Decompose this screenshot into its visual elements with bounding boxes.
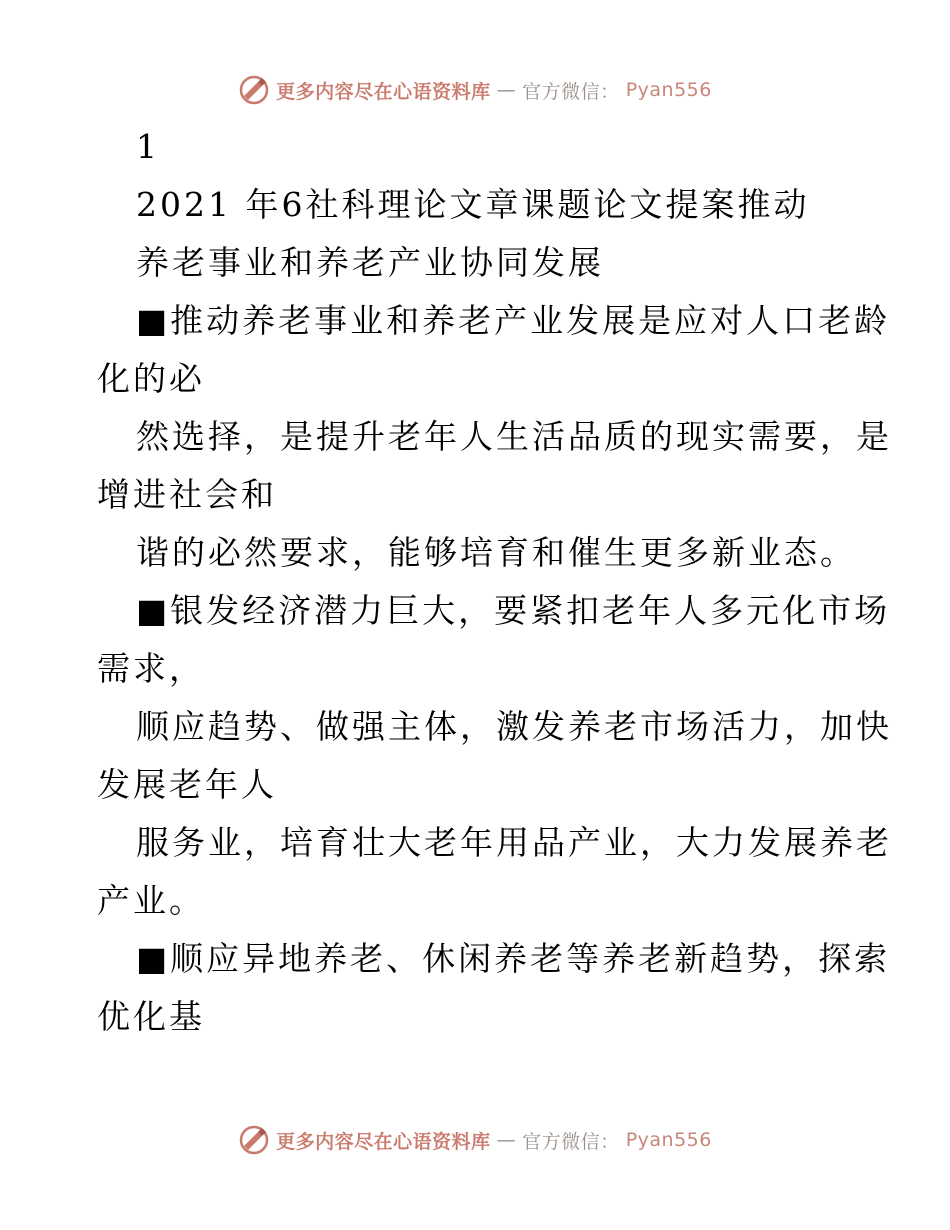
document-line: 增进社会和 [97, 475, 277, 514]
document-line: ■顺应异地养老、休闲养老等养老新趋势，探索 [136, 939, 891, 978]
header-watermark [0, 70, 950, 110]
document-line: 顺应趋势、做强主体，激发养老市场活力，加快 [136, 707, 892, 746]
document-line: 谐的必然要求，能够培育和催生更多新业态。 [136, 533, 856, 572]
document-line: 然选择，是提升老年人生活品质的现实需要，是 [136, 417, 892, 456]
document-line: 1 [136, 127, 160, 166]
watermark-separator: — [496, 1129, 517, 1151]
watermark-separator: — [496, 79, 517, 101]
watermark-official-label: 官方微信： [522, 1130, 620, 1153]
document-body [0, 118, 950, 1046]
pen-logo-icon [238, 74, 270, 106]
document-title-line: 2021 年6社科理论文章课题论文提案推动 [136, 185, 810, 224]
document-line: 产业。 [97, 881, 205, 920]
document-line: 发展老年人 [97, 765, 277, 804]
pen-logo-icon [238, 1124, 270, 1156]
watermark-site-name: 更多内容尽在心语资料库 [276, 80, 491, 103]
watermark-wechat-id: Pyan556 [625, 1129, 712, 1151]
watermark-official-label: 官方微信： [522, 80, 620, 103]
watermark-site-name: 更多内容尽在心语资料库 [276, 1130, 491, 1153]
document-line: 服务业，培育壮大老年用品产业，大力发展养老 [136, 823, 892, 862]
document-subtitle-line: 养老事业和养老产业协同发展 [136, 243, 604, 282]
footer-watermark [0, 1120, 950, 1160]
document-line: ■推动养老事业和养老产业发展是应对人口老龄 [136, 301, 891, 340]
document-line: 优化基 [97, 997, 205, 1036]
document-line: 化的必 [97, 359, 205, 398]
document-line: ■银发经济潜力巨大，要紧扣老年人多元化市场 [136, 591, 891, 630]
document-line: 需求， [97, 649, 205, 688]
watermark-wechat-id: Pyan556 [625, 79, 712, 101]
